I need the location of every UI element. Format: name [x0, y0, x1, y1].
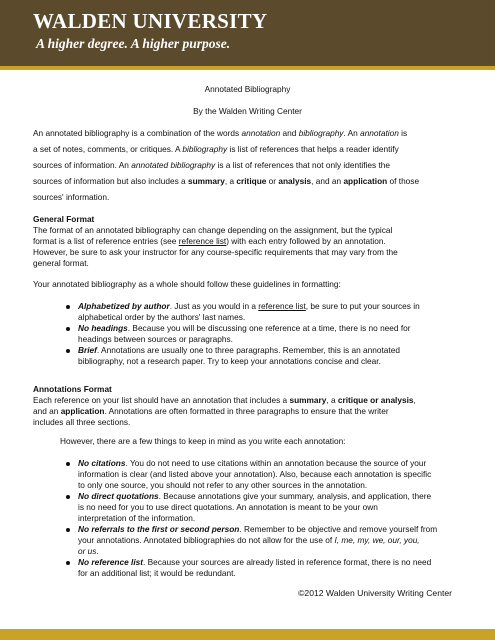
- guideline-1-line-2: alphabetical order by the authors' last names.: [78, 312, 246, 322]
- general-format-line-4: general format.: [33, 258, 89, 268]
- rule-3-line-3: or us.: [78, 546, 99, 556]
- however-line: However, there are a few things to keep in mind as you write each annotation:: [60, 436, 346, 446]
- bullet-icon: [66, 305, 70, 309]
- guideline-2-line-1: No headings. Because you will be discussing one reference at a time, there is no need for: [78, 323, 411, 333]
- accent-bar: [0, 66, 495, 70]
- annotations-format-line-3: includes all three sections.: [33, 417, 131, 427]
- header-banner: [0, 0, 495, 66]
- general-format-line-3: However, be sure to ask your instructor for any course-specific requirements that may vary from the: [33, 247, 398, 257]
- doc-title: Annotated Bibliography: [204, 84, 291, 94]
- bullet-icon: [66, 561, 70, 565]
- rule-1-line-3: to only one source, you should not refer to any other sources in the annotation.: [78, 480, 368, 490]
- annotations-format-line-1: Each reference on your list should have an annotation that includes a summary, a critique or analysis,: [33, 395, 416, 405]
- bullet-icon: [66, 528, 70, 532]
- rule-3-line-2: your annotations. Annotated bibliographies do not allow for the use of I, me, my, we, our, you,: [78, 535, 420, 545]
- rule-2-line-3: interpretation of the information.: [78, 513, 196, 523]
- intro-line-4: sources of information but also includes a summary, a critique or analysis, and an application of those: [33, 176, 420, 186]
- bullet-icon: [66, 327, 70, 331]
- guideline-2-line-2: headings between sources or paragraphs.: [78, 334, 233, 344]
- general-format-line-2: format is a list of reference entries (see reference list) with each entry followed by an annotation.: [33, 236, 386, 246]
- rule-2-line-2: is no need for you to use direct quotations. An annotation is meant to be your own: [78, 502, 378, 512]
- general-format-line-1: The format of an annotated bibliography can change depending on the assignment, but the typical: [33, 225, 393, 235]
- guideline-1-line-1: Alphabetized by author. Just as you would in a reference list, be sure to put your sources in: [78, 301, 420, 311]
- general-format-heading: General Format: [33, 214, 95, 224]
- reference-list-link[interactable]: reference list: [178, 236, 227, 246]
- rule-4-line-2: for an additional list; it would be redundant.: [78, 568, 236, 578]
- guidelines-intro: Your annotated bibliography as a whole should follow these guidelines in formatting:: [33, 279, 341, 289]
- rule-2-line-1: No direct quotations. Because annotations give your summary, analysis, and application, there: [78, 491, 432, 501]
- intro-line-2: a set of notes, comments, or critiques. A bibliography is list of references that helps a reader identify: [33, 144, 399, 154]
- rule-1-line-2: information is clear (and listed above your annotation). Also, because each annotation is specific: [78, 469, 432, 479]
- rule-1-line-1: No citations. You do not need to use citations within an annotation because the source of your: [78, 458, 427, 468]
- annotations-format-line-2: and an application. Annotations are often formatted in three paragraphs to ensure that the writer: [33, 406, 389, 416]
- reference-list-link[interactable]: reference list: [258, 301, 306, 311]
- intro-line-3: sources of information. An annotated bibliography is a list of references that not only identifies the: [33, 160, 390, 170]
- rule-4-line-1: No reference list. Because your sources are already listed in reference format, there is no need: [78, 557, 432, 567]
- intro-line-1: An annotated bibliography is a combination of the words annotation and bibliography. An annotation is: [33, 128, 408, 138]
- brand-tagline: A higher degree. A higher purpose.: [36, 36, 231, 51]
- brand-name: WALDEN UNIVERSITY: [33, 9, 268, 33]
- rule-3-line-1: No referrals to the first or second person. Remember to be objective and remove yourself from: [78, 524, 438, 534]
- copyright-footer: ©2012 Walden University Writing Center: [298, 588, 452, 598]
- annotations-format-heading: Annotations Format: [33, 384, 112, 394]
- guideline-3-line-1: Brief. Annotations are usually one to three paragraphs. Remember, this is an annotated: [78, 345, 400, 355]
- bullet-icon: [66, 495, 70, 499]
- guideline-3-line-2: bibliography, not a research paper. Try to keep your annotations concise and clear.: [78, 356, 381, 366]
- bottom-accent-band: [0, 629, 495, 640]
- bullet-icon: [66, 349, 70, 353]
- doc-byline: By the Walden Writing Center: [193, 106, 302, 116]
- intro-line-5: sources' information.: [33, 192, 110, 202]
- bullet-icon: [66, 462, 70, 466]
